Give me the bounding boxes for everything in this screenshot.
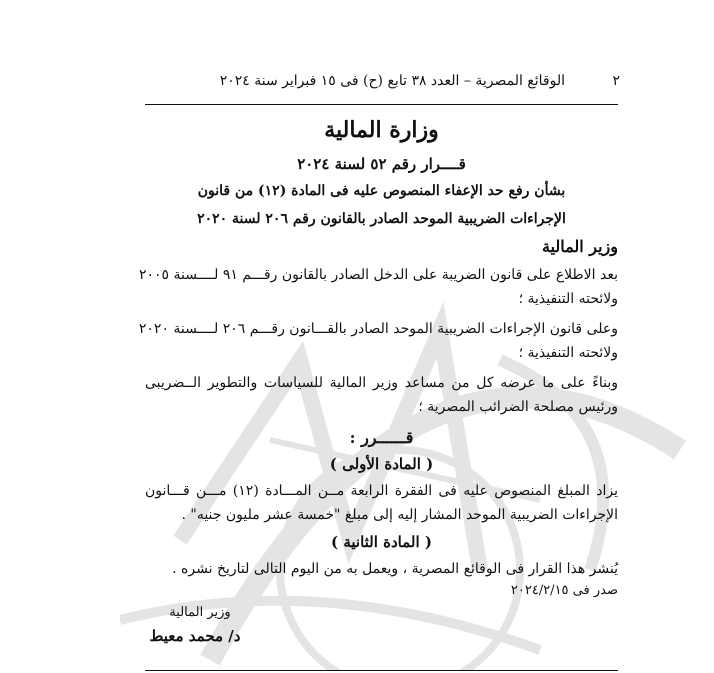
signature-title: وزير المالية	[169, 605, 231, 620]
signature-name: د/ محمد معيط	[149, 627, 241, 645]
issue-date: صدر فى ٢٠٢٤/٢/١٥	[510, 583, 618, 598]
preamble-2-line-1: وعلى قانون الإجراءات الضريبية الموحد الصادر بالقـــانون رقـــم ٢٠٦ لــــسنة ٢٠٢٠	[138, 321, 618, 337]
article-2-line-1: يُنشر هذا القرار فى الوقائع المصرية ، ويعمل به من اليوم التالى لتاريخ نشره .	[172, 561, 618, 577]
article-1-line-2: الإجراءات الضريبية الموحد المشار إليه إلى مبلغ "خمسة عشر مليون جنيه" .	[181, 507, 618, 523]
gazette-header-text: الوقائع المصرية – العدد ٣٨ تابع (ح) فى ١٥ فبراير سنة ٢٠٢٤	[219, 73, 565, 89]
preamble-2-line-2: ولائحته التنفيذية ؛	[518, 345, 618, 361]
decree-subject-line-2: الإجراءات الضريبية الموحد الصادر بالقانون رقم ٢٠٦ لسنة ٢٠٢٠	[197, 211, 566, 227]
article-2-heading: ( المادة الثانية )	[331, 533, 432, 551]
decree-title: قــــرار رقم ٥٢ لسنة ٢٠٢٤	[297, 155, 466, 173]
preamble-3-line-1: وبناءً على ما عرضه كل من مساعد وزير المالية للسياسات والتطوير الــضريبى	[145, 375, 618, 391]
article-1-heading: ( المادة الأولى )	[329, 455, 434, 473]
header-rule	[145, 104, 618, 105]
footer-rule	[145, 670, 618, 671]
minister-heading: وزير المالية	[541, 237, 618, 256]
ministry-title: وزارة المالية	[324, 117, 439, 143]
preamble-3-line-2: ورئيس مصلحة الضرائب المصرية ؛	[418, 399, 618, 415]
article-1-line-1: يزاد المبلغ المنصوص عليه فى الفقرة الرابعة مــن المـــادة (١٢) مـــن قـــانون	[145, 483, 618, 499]
page-header	[145, 70, 620, 100]
preamble-1-line-1: بعد الاطلاع على قانون الضريبة على الدخل الصادر بالقانون رقـــم ٩١ لــــسنة ٢٠٠٥	[138, 267, 618, 283]
decree-subject-line-1: بشأن رفع حد الإعفاء المنصوص عليه فى المادة (١٢) من قانون	[197, 183, 566, 199]
preamble-1-line-2: ولائحته التنفيذية ؛	[518, 291, 618, 307]
page-number: ٢	[612, 73, 620, 89]
decided-heading: قــــــرر :	[349, 428, 414, 447]
